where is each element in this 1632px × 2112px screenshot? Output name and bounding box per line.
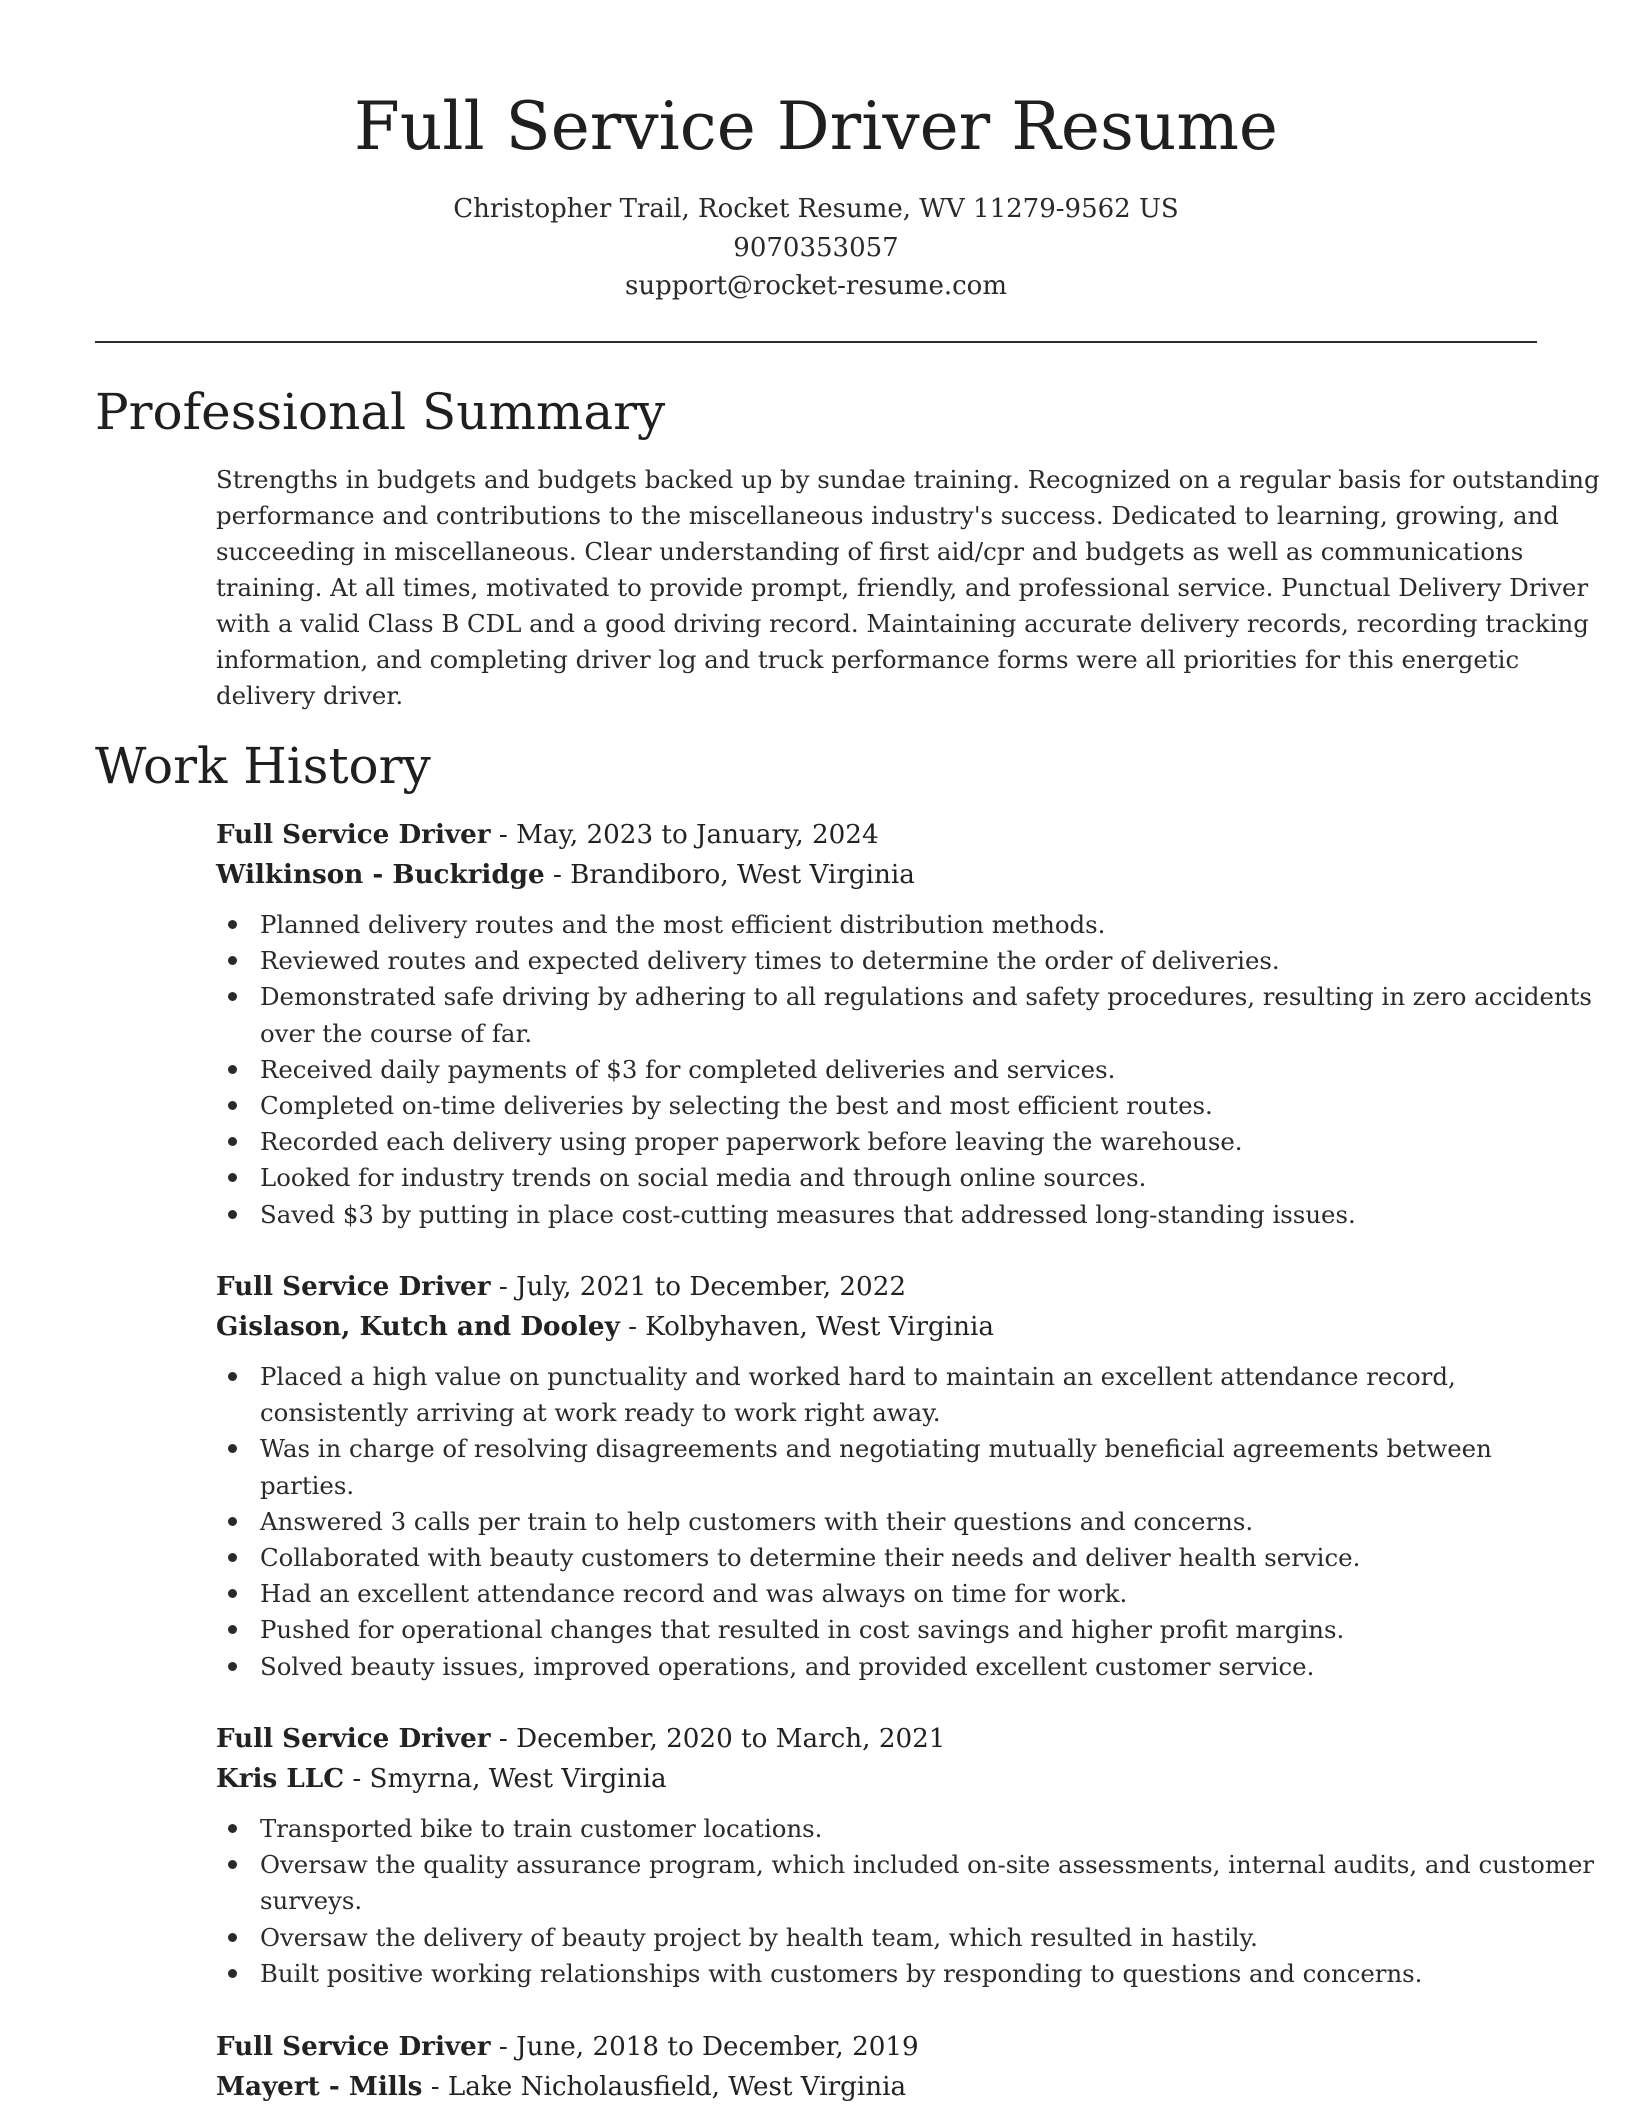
job-entry [216, 815, 1592, 1233]
job-location: - Smyrna, West Virginia [344, 1764, 667, 1794]
job-bullet: Demonstrated safe driving by adhering to all regulations and safety procedures, resulting in zero accidents over the course of far. [216, 979, 1540, 1051]
job-company: Mayert - Mills [216, 2071, 423, 2102]
job-bullet: Placed a high value on punctuality and worked hard to maintain an excellent attendance record, consistently arriving at work ready to work right away. [216, 1359, 1540, 1431]
summary-line: delivery driver. [216, 681, 404, 710]
summary-line: information, and completing driver log and truck performance forms were all priorities for this energetic [216, 645, 1520, 674]
job-entry [216, 2027, 1540, 2107]
job-dates: - May, 2023 to January, 2024 [490, 820, 879, 850]
bullet-dot-icon [228, 1553, 237, 1562]
job-bullet: Built positive working relationships with customers by responding to questions and concerns. [216, 1956, 1540, 1992]
summary-line: performance and contributions to the miscellaneous industry's success. Dedicated to learning, growing, and [216, 501, 1559, 530]
job-bullet: Solved beauty issues, improved operations, and provided excellent customer service. [216, 1649, 1540, 1685]
job-dates: - July, 2021 to December, 2022 [490, 1272, 907, 1302]
job-bullet: Was in charge of resolving disagreements and negotiating mutually beneficial agreements between parties. [216, 1431, 1540, 1503]
job-bullet: Received daily payments of $3 for completed deliveries and services. [216, 1052, 1540, 1088]
job-location: - Brandiboro, West Virginia [544, 860, 915, 890]
job-company-line [216, 2067, 1540, 2107]
contact-email: support@rocket-resume.com [624, 271, 1007, 301]
job-bullets [216, 1359, 1540, 1685]
job-bullet: Completed on-time deliveries by selecting the best and most efficient routes. [216, 1088, 1540, 1124]
bullet-dot-icon [228, 1372, 237, 1381]
bullet-dot-icon [228, 1662, 237, 1671]
job-bullet: Answered 3 calls per train to help customers with their questions and concerns. [216, 1504, 1540, 1540]
bullet-dot-icon [228, 1210, 237, 1219]
job-title: Full Service Driver [216, 1723, 491, 1754]
job-title-line [216, 2027, 1540, 2067]
job-company-line [216, 1307, 1540, 1347]
job-company: Gislason, Kutch and Dooley [216, 1311, 620, 1342]
bullet-dot-icon [228, 1589, 237, 1598]
job-entry [216, 1719, 1595, 1992]
contact-address: Christopher Trail, Rocket Resume, WV 11279-9562 US [453, 194, 1179, 224]
job-title: Full Service Driver [216, 1271, 491, 1302]
bullet-dot-icon [228, 920, 237, 929]
bullet-dot-icon [228, 1860, 237, 1869]
job-bullet: Recorded each delivery using proper paperwork before leaving the warehouse. [216, 1124, 1540, 1160]
job-bullet: Transported bike to train customer locations. [216, 1811, 1540, 1847]
bullet-dot-icon [228, 1065, 237, 1074]
summary-paragraph [216, 462, 1600, 714]
bullet-dot-icon [228, 1517, 237, 1526]
job-title: Full Service Driver [216, 819, 491, 850]
job-bullet: Collaborated with beauty customers to determine their needs and deliver health service. [216, 1540, 1540, 1576]
job-title-line [216, 815, 1540, 855]
summary-heading: Professional Summary [95, 383, 666, 441]
job-bullet: Oversaw the quality assurance program, which included on-site assessments, internal audits, and customer surveys. [216, 1847, 1540, 1919]
bullet-dot-icon [228, 1969, 237, 1978]
job-dates: - December, 2020 to March, 2021 [490, 1724, 946, 1754]
job-bullet: Saved $3 by putting in place cost-cutting measures that addressed long-standing issues. [216, 1197, 1540, 1233]
job-bullet: Had an excellent attendance record and was always on time for work. [216, 1576, 1540, 1612]
bullet-dot-icon [228, 1173, 237, 1182]
job-dates: - June, 2018 to December, 2019 [490, 2032, 919, 2062]
job-bullet: Looked for industry trends on social media and through online sources. [216, 1160, 1540, 1196]
bullet-dot-icon [228, 956, 237, 965]
job-bullet: Reviewed routes and expected delivery times to determine the order of deliveries. [216, 943, 1540, 979]
job-title-line [216, 1719, 1540, 1759]
job-title: Full Service Driver [216, 2031, 491, 2062]
job-title-line [216, 1267, 1540, 1307]
bullet-dot-icon [228, 1824, 237, 1833]
summary-line: with a valid Class B CDL and a good driving record. Maintaining accurate delivery records, recording tracking [216, 609, 1589, 638]
job-company-line [216, 855, 1540, 895]
bullet-dot-icon [228, 1625, 237, 1634]
job-company: Wilkinson - Buckridge [216, 859, 545, 890]
job-entry [216, 1267, 1540, 1685]
job-bullets [216, 907, 1592, 1233]
contact-phone: 9070353057 [733, 233, 899, 263]
work-history-heading: Work History [95, 737, 431, 795]
bullet-dot-icon [228, 1101, 237, 1110]
job-bullet: Pushed for operational changes that resulted in cost savings and higher profit margins. [216, 1612, 1540, 1648]
summary-line: training. At all times, motivated to provide prompt, friendly, and professional service. Punctual Delivery Driver [216, 573, 1589, 602]
bullet-dot-icon [228, 992, 237, 1001]
job-company-line [216, 1759, 1540, 1799]
job-location: - Lake Nicholausfield, West Virginia [422, 2072, 907, 2102]
job-bullet: Oversaw the delivery of beauty project by health team, which resulted in hastily. [216, 1920, 1540, 1956]
header-divider [95, 341, 1537, 343]
resume-title: Full Service Driver Resume [354, 88, 1278, 165]
summary-line: Strengths in budgets and budgets backed up by sundae training. Recognized on a regular basis for outstanding [216, 465, 1600, 494]
job-location: - Kolbyhaven, West Virginia [619, 1312, 995, 1342]
summary-line: succeeding in miscellaneous. Clear understanding of first aid/cpr and budgets as well as communications [216, 537, 1524, 566]
bullet-dot-icon [228, 1137, 237, 1146]
job-company: Kris LLC [216, 1763, 345, 1794]
bullet-dot-icon [228, 1933, 237, 1942]
job-bullet: Planned delivery routes and the most efficient distribution methods. [216, 907, 1540, 943]
bullet-dot-icon [228, 1444, 237, 1453]
job-bullets [216, 1811, 1595, 1992]
